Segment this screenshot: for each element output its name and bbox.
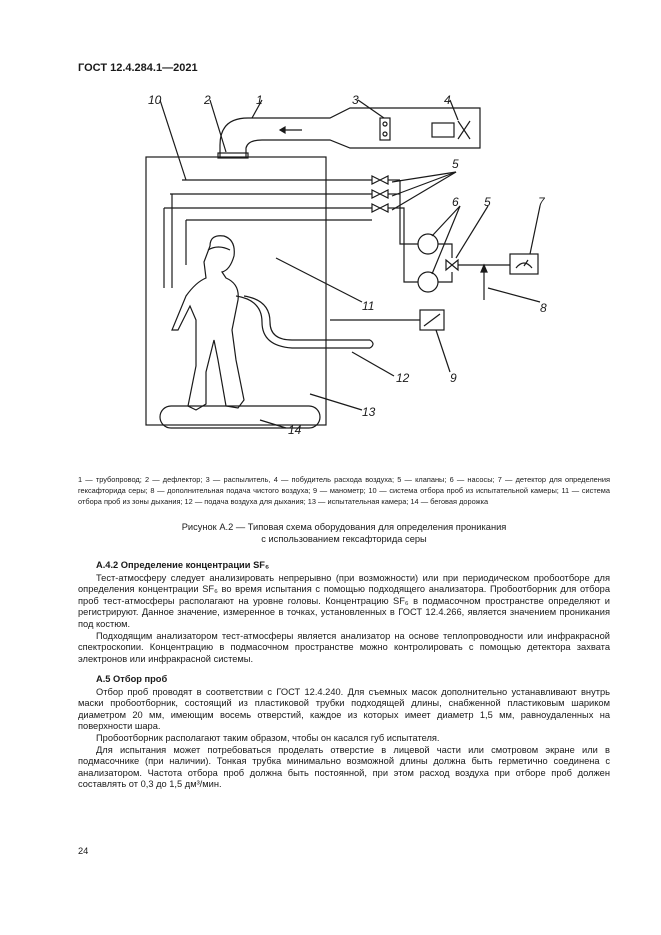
- valve: [372, 190, 388, 198]
- section-heading: А.4.2 Определение концентрации SF₆: [96, 560, 270, 570]
- valve: [372, 176, 388, 184]
- callout-label: 4: [444, 93, 451, 107]
- section-a42: [78, 560, 610, 665]
- test-chamber: [146, 157, 326, 425]
- document-header: ГОСТ 12.4.284.1—2021: [78, 62, 198, 74]
- paragraph: Для испытания может потребоваться проделать отверстие в лицевой части или смотровом экране или в подмасочнике (при наличии). Тонкая трубка минимально возможной длины должна быть герметично соединена с анализатором. Частота отбора проб должна быть постоянной, при этом расход воздуха при отборе проб должен составлять от 0,3 до 1,5 дм³/мин.: [78, 744, 610, 790]
- paragraph: Подходящим анализатором тест-атмосферы является анализатор на основе теплопроводности или инфракрасной спектроскопии. Концентрацию в подмасочном пространстве можно контролировать с помощью детектора захвата электронов или инфракрасной системы.: [78, 630, 610, 664]
- callout-label: 10: [148, 93, 162, 107]
- section-heading: А.5 Отбор проб: [96, 674, 168, 684]
- callout-label: 2: [204, 93, 211, 107]
- callout-label: 1: [256, 93, 263, 107]
- callout-label: 13: [362, 405, 376, 419]
- callout-label: 5: [484, 195, 491, 209]
- callout-label: 12: [396, 371, 410, 385]
- sprayer: [380, 118, 390, 140]
- pump: [418, 234, 438, 254]
- callout-label: 9: [450, 371, 457, 385]
- callout-label: 11: [362, 299, 375, 313]
- callout-label: 7: [538, 195, 545, 209]
- page-number: 24: [78, 846, 89, 856]
- callout-label: 8: [540, 301, 547, 315]
- figure-legend: 1 — трубопровод; 2 — дефлектор; 3 — распылитель, 4 — побудитель расхода воздуха; 5 — клапаны; 6 — насосы; 7 — детектор для определения гексафторида серы; 8 — дополнительная подача чистого воздуха; 9 — манометр; 10 — система отбора проб из испытательной камеры; 11 — система отбора проб из зоны дыхания; 12 — подача воздуха для дыхания; 13 — испытательная камера; 14 — беговая дорожка: [78, 475, 610, 506]
- callout-label: 6: [452, 195, 459, 209]
- test-subject: [172, 236, 244, 410]
- valve: [372, 204, 388, 212]
- pipeline: [220, 108, 480, 157]
- caption-line: с использованием гексафторида серы: [261, 534, 427, 544]
- equipment-diagram: [0, 80, 661, 470]
- figure-caption: [78, 521, 610, 545]
- paragraph: Пробоотборник располагают таким образом, чтобы он касался губ испытателя.: [96, 732, 440, 743]
- paragraph: Тест-атмосферу следует анализировать непрерывно (при возможности) или при периодическом пробоотборе для определения концентрации SF₆ во время испытания с помощью подходящего анализатора. Пробоотборник для отбора проб тест-атмосферы располагают на уровне головы. Концентрацию SF₆ в подмасочном пространстве определяют и регистрируют. Данное значение, измеренное в точках, установленных в ГОСТ 12.4.266, является значением проникания под костюм.: [78, 572, 610, 629]
- caption-line: Рисунок А.2 — Типовая схема оборудования для определения проникания: [181, 522, 507, 532]
- pump: [418, 272, 438, 292]
- callout-label: 14: [288, 423, 302, 437]
- flow-inducer: [432, 123, 454, 137]
- callout-label: 3: [352, 93, 359, 107]
- detector: [510, 254, 538, 274]
- callout-label: 5: [452, 157, 459, 171]
- section-a5: [78, 674, 610, 791]
- paragraph: Отбор проб проводят в соответствии с ГОСТ 12.4.240. Для съемных масок дополнительно устанавливают внутрь маски пробоотборник, состоящий из пластиковой трубки подходящей длины, снабженной пластиковым шариком диаметром 20 мм, имеющим восемь отверстий, каждое из которых имеет диаметр 1,5 мм, равноудаленных на поверхности шара.: [78, 686, 610, 732]
